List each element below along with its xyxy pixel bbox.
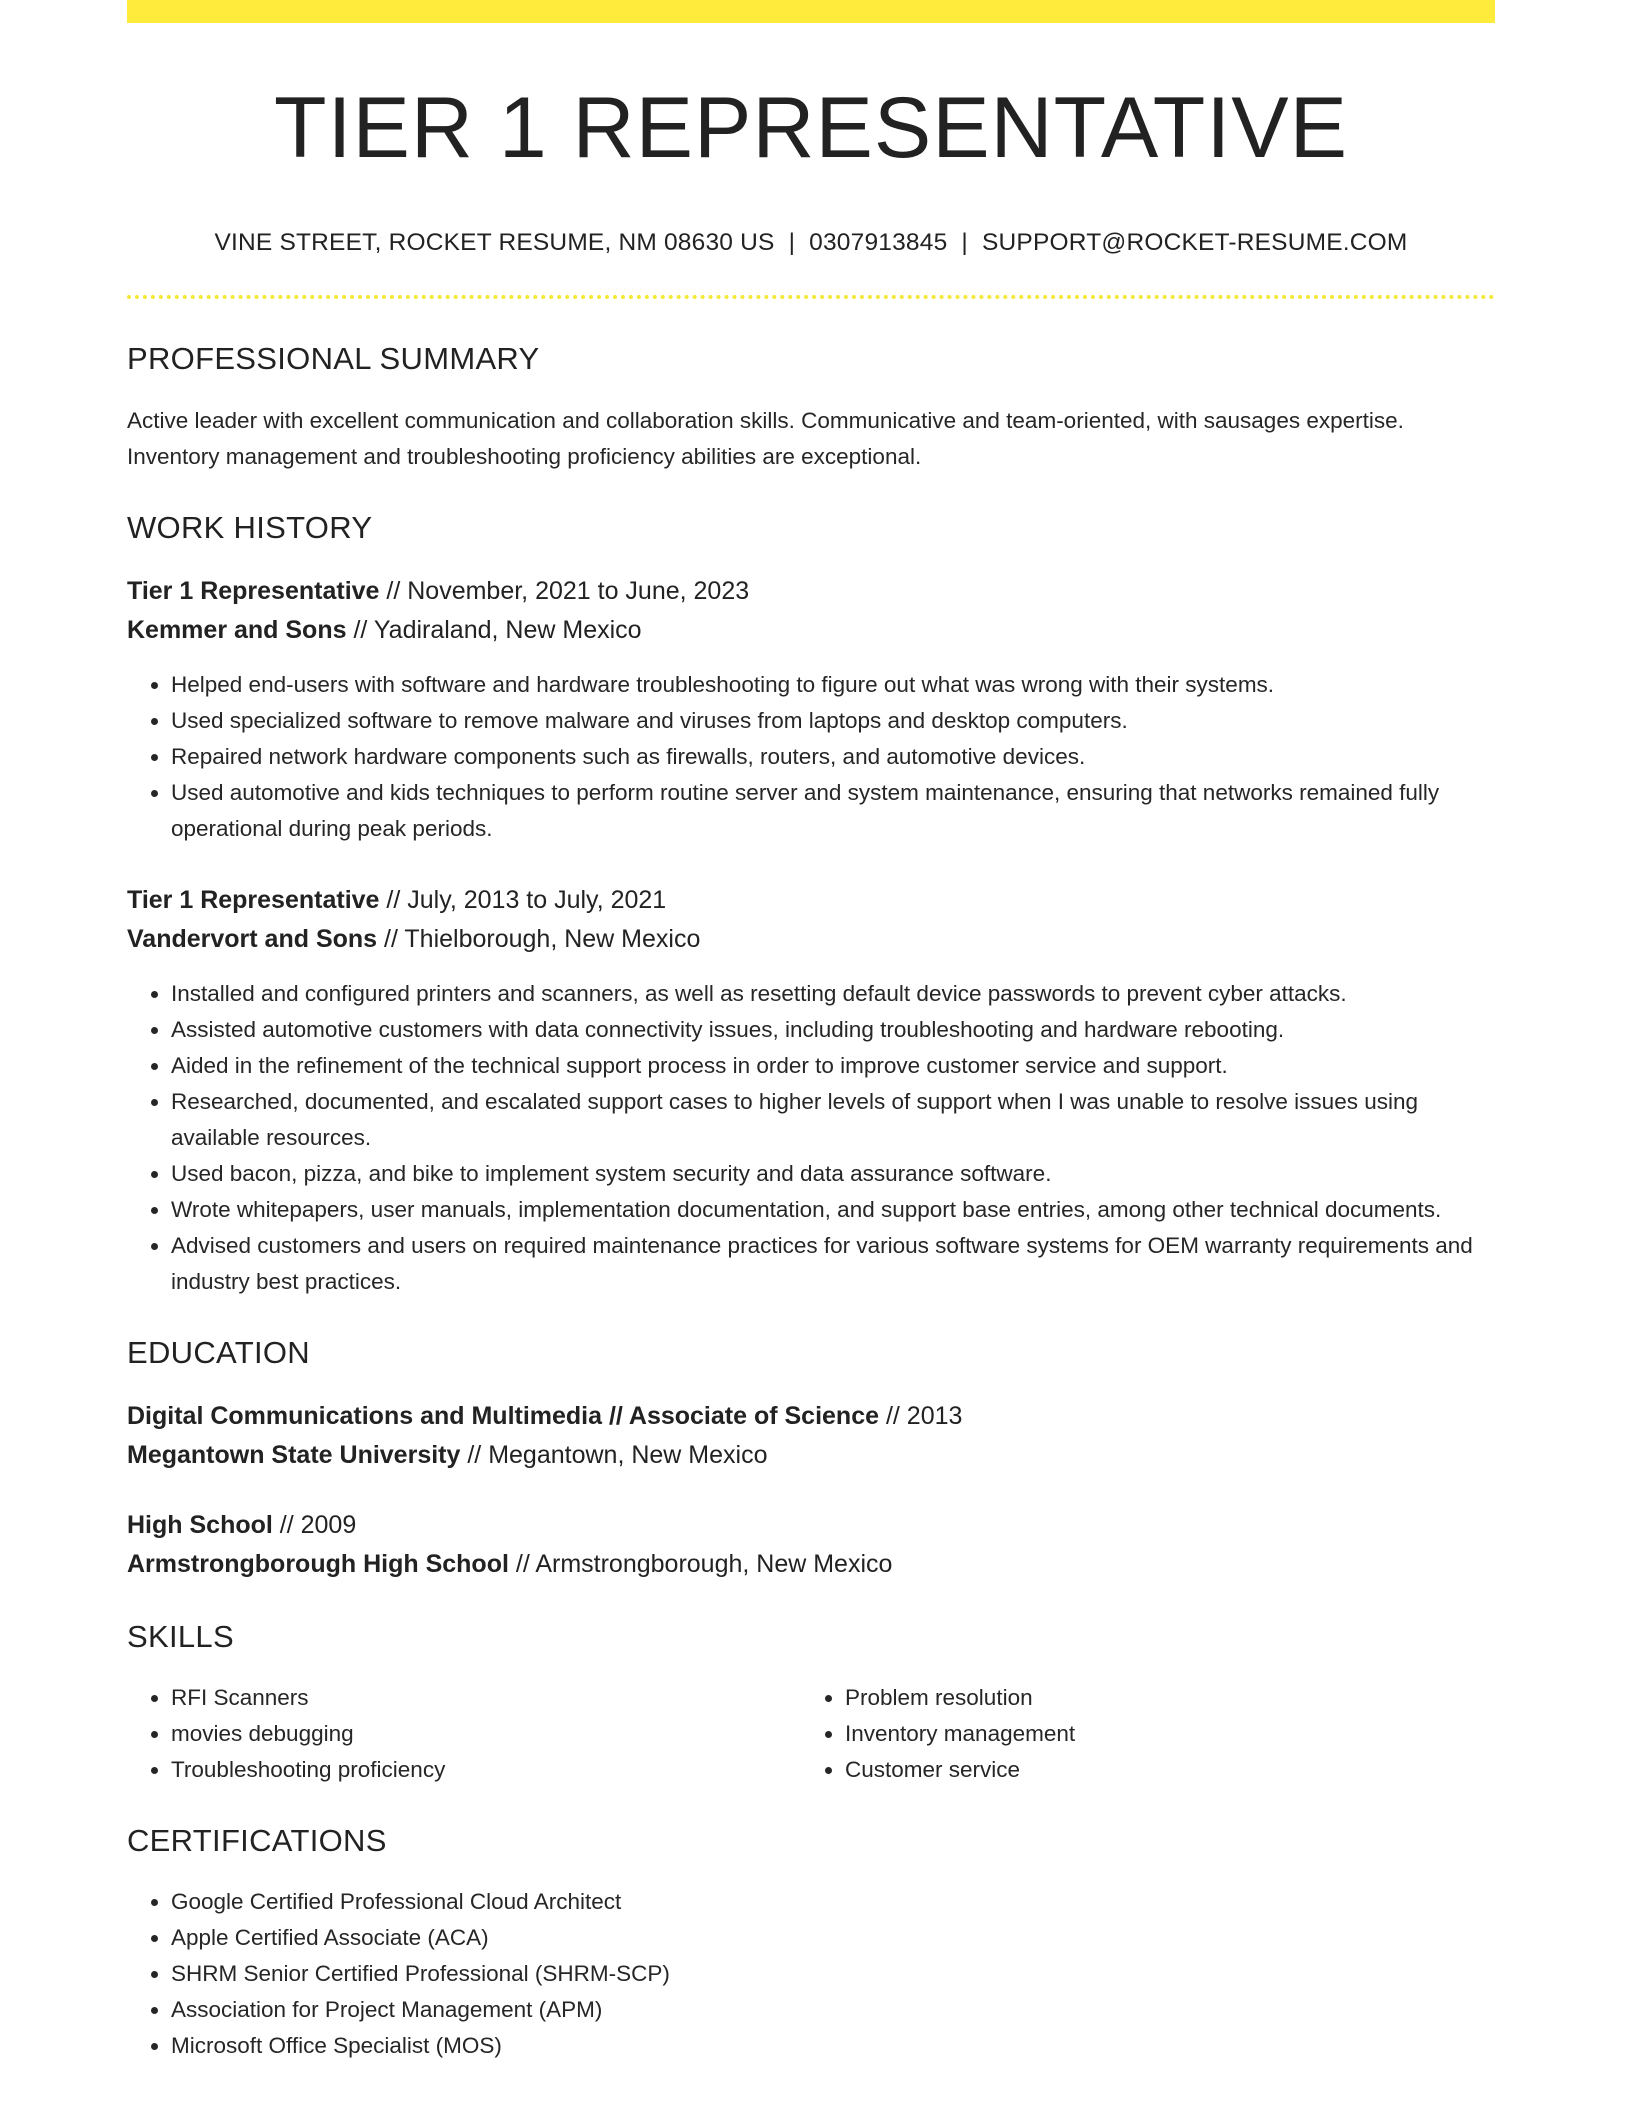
address: VINE STREET, ROCKET RESUME, NM 08630 US bbox=[214, 229, 775, 257]
list-item: • Assisted automotive customers with data connectivity issues, including troubleshooting and hardware rebooting. bbox=[171, 1012, 1495, 1048]
job-bullets bbox=[127, 667, 1495, 847]
job-company-line bbox=[127, 611, 1495, 650]
education-entry bbox=[127, 1506, 1495, 1584]
degree: Digital Communications and Multimedia // Associate of Science bbox=[127, 1402, 880, 1431]
list-item: • Installed and configured printers and scanners, as well as resetting default device passwords to prevent cyber attacks. bbox=[171, 976, 1495, 1012]
email: SUPPORT@ROCKET-RESUME.COM bbox=[981, 229, 1408, 257]
skill-item: • Problem resolution bbox=[845, 1680, 1495, 1716]
list-item: • Helped end-users with software and hardware troubleshooting to figure out what was wrong with their systems. bbox=[171, 667, 1495, 703]
graduation-year: // 2013 bbox=[879, 1402, 963, 1431]
contact-separator: | bbox=[961, 229, 968, 257]
skill-item: • Troubleshooting proficiency bbox=[171, 1752, 801, 1788]
work-history-heading: WORK HISTORY bbox=[127, 510, 373, 546]
job-dates: // November, 2021 to June, 2023 bbox=[379, 577, 750, 606]
job-location: // Yadiraland, New Mexico bbox=[346, 616, 642, 645]
summary-text: Active leader with excellent communication and collaboration skills. Communicative and team-oriented, with sausages expertise. Inventory management and troubleshooting proficiency abilities are exceptional. bbox=[127, 408, 1404, 470]
job-company-line bbox=[127, 920, 1495, 959]
skills-list-right bbox=[801, 1680, 1495, 1788]
school-location: // Megantown, New Mexico bbox=[460, 1441, 768, 1470]
list-item: • Used specialized software to remove malware and viruses from laptops and desktop computers. bbox=[171, 703, 1495, 739]
school: Megantown State University bbox=[127, 1441, 461, 1470]
resume-title: TIER 1 REPRESENTATIVE bbox=[274, 80, 1348, 176]
list-item: • Used automotive and kids techniques to perform routine server and system maintenance, ensuring that networks remained fully operational during peak periods. bbox=[171, 775, 1495, 847]
graduation-year: // 2009 bbox=[272, 1511, 357, 1540]
job-entry bbox=[127, 572, 1495, 847]
job-entry bbox=[127, 881, 1495, 1300]
job-company: Vandervort and Sons bbox=[127, 925, 378, 954]
job-role: Tier 1 Representative bbox=[127, 886, 380, 915]
job-role: Tier 1 Representative bbox=[127, 577, 380, 606]
list-item: • Repaired network hardware components such as firewalls, routers, and automotive devices. bbox=[171, 739, 1495, 775]
list-item: • Used bacon, pizza, and bike to implement system security and data assurance software. bbox=[171, 1156, 1495, 1192]
school: Armstrongborough High School bbox=[127, 1550, 509, 1579]
certification-item: • Google Certified Professional Cloud Architect bbox=[171, 1884, 1495, 1920]
degree: High School bbox=[127, 1511, 273, 1540]
education-entry bbox=[127, 1397, 1495, 1475]
school-line bbox=[127, 1545, 1495, 1584]
school-location: // Armstrongborough, New Mexico bbox=[508, 1550, 893, 1579]
dotted-divider bbox=[127, 295, 1495, 299]
resume-page bbox=[127, 0, 1495, 2064]
skills-list-left bbox=[127, 1680, 801, 1788]
job-company: Kemmer and Sons bbox=[127, 616, 347, 645]
certification-item: • Microsoft Office Specialist (MOS) bbox=[171, 2028, 1495, 2064]
certifications-list bbox=[127, 1884, 1495, 2064]
job-role-line bbox=[127, 572, 1495, 611]
phone: 0307913845 bbox=[809, 229, 948, 257]
job-location: // Thielborough, New Mexico bbox=[377, 925, 701, 954]
contact-line bbox=[127, 229, 1495, 257]
skills-columns bbox=[127, 1680, 1495, 1788]
job-dates: // July, 2013 to July, 2021 bbox=[379, 886, 667, 915]
list-item: • Advised customers and users on required maintenance practices for various software systems for OEM warranty requirements and industry best practices. bbox=[171, 1228, 1495, 1300]
skills-heading: SKILLS bbox=[127, 1619, 234, 1655]
accent-top-bar bbox=[127, 0, 1495, 23]
skill-item: • movies debugging bbox=[171, 1716, 801, 1752]
skill-item: • RFI Scanners bbox=[171, 1680, 801, 1716]
certification-item: • Apple Certified Associate (ACA) bbox=[171, 1920, 1495, 1956]
school-line bbox=[127, 1436, 1495, 1475]
certifications-heading: CERTIFICATIONS bbox=[127, 1823, 387, 1859]
education-heading: EDUCATION bbox=[127, 1335, 310, 1371]
list-item: • Researched, documented, and escalated support cases to higher levels of support when I was unable to resolve issues using available resources. bbox=[171, 1084, 1495, 1156]
certification-item: • SHRM Senior Certified Professional (SHRM-SCP) bbox=[171, 1956, 1495, 1992]
certification-item: • Association for Project Management (APM) bbox=[171, 1992, 1495, 2028]
job-role-line bbox=[127, 881, 1495, 920]
skill-item: • Inventory management bbox=[845, 1716, 1495, 1752]
skill-item: • Customer service bbox=[845, 1752, 1495, 1788]
list-item: • Wrote whitepapers, user manuals, implementation documentation, and support base entries, among other technical documents. bbox=[171, 1192, 1495, 1228]
list-item: • Aided in the refinement of the technical support process in order to improve customer service and support. bbox=[171, 1048, 1495, 1084]
contact-separator: | bbox=[788, 229, 796, 257]
job-bullets bbox=[127, 976, 1495, 1300]
degree-line bbox=[127, 1506, 1495, 1545]
summary-heading: PROFESSIONAL SUMMARY bbox=[127, 341, 540, 377]
degree-line bbox=[127, 1397, 1495, 1436]
